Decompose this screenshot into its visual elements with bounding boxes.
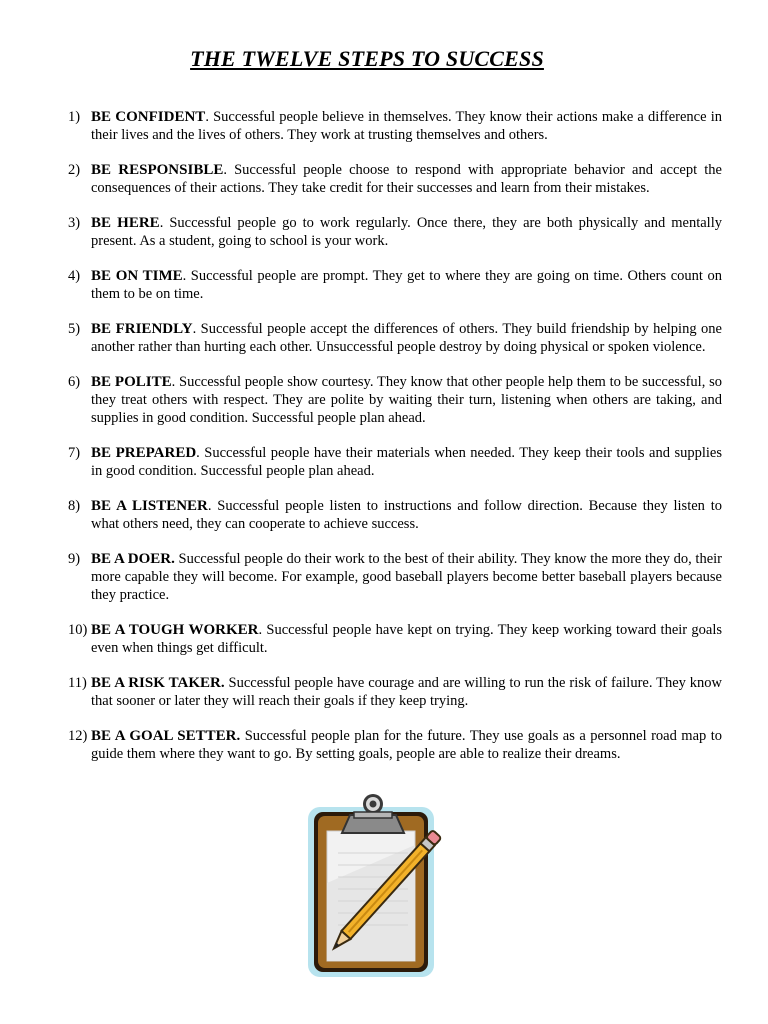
clipboard-pencil-icon [300, 785, 460, 980]
step-number: 1) [68, 109, 81, 125]
step-text: . Successful people listen to instructions and follow direction. Because they listen to what others need, they can cooperate to achieve success. [91, 498, 722, 532]
step-heading: BE HERE [91, 215, 160, 231]
list-item [68, 444, 722, 480]
step-text: . Successful people go to work regularly. Once there, they are both physically and mentally present. As a student, going to school is your work. [91, 215, 722, 249]
step-text: . Successful people accept the differences of others. They build friendship by helping one another rather than hurting each other. Unsuccessful people destroy by doing physical or spoken violence. [91, 321, 722, 355]
step-heading: BE FRIENDLY [91, 321, 193, 337]
step-number: 12) [68, 728, 88, 744]
step-number: 10) [68, 622, 88, 638]
list-item [68, 108, 722, 144]
list-item [68, 727, 722, 763]
list-item [68, 320, 722, 356]
step-heading: BE A DOER. [91, 551, 175, 567]
step-heading: BE CONFIDENT [91, 109, 206, 125]
list-item [68, 161, 722, 197]
step-text: . Successful people are prompt. They get to where they are going on time. Others count on them to be on time. [91, 268, 722, 302]
list-item [68, 373, 722, 427]
step-number: 11) [68, 675, 87, 691]
step-number: 5) [68, 321, 81, 337]
step-heading: BE POLITE [91, 374, 172, 390]
steps-list [68, 108, 722, 780]
step-text: . Successful people have their materials when needed. They keep their tools and supplies in good condition. Successful people plan ahead. [91, 445, 722, 479]
step-number: 4) [68, 268, 81, 284]
step-heading: BE ON TIME [91, 268, 183, 284]
step-number: 7) [68, 445, 81, 461]
step-number: 2) [68, 162, 81, 178]
list-item [68, 497, 722, 533]
step-text: Successful people plan for the future. They use goals as a personnel road map to guide them where they want to go. By setting goals, people are able to realize their dreams. [91, 728, 722, 762]
step-heading: BE A TOUGH WORKER [91, 622, 259, 638]
list-item [68, 674, 722, 710]
step-text: . Successful people believe in themselves. They know their actions make a difference in their lives and the lives of others. They work at trusting themselves and others. [91, 109, 722, 143]
step-text: . Successful people show courtesy. They know that other people help them to be successful, so they treat others with respect. They are polite by waiting their turn, listening when others are taking, and supplies in good condition. Successful people plan ahead. [91, 374, 722, 426]
list-item [68, 550, 722, 604]
step-heading: BE RESPONSIBLE [91, 162, 224, 178]
list-item [68, 621, 722, 657]
step-heading: BE A LISTENER [91, 498, 208, 514]
step-text: Successful people have courage and are willing to run the risk of failure. They know that sooner or later they will reach their goals if they keep trying. [91, 675, 722, 709]
step-heading: BE A RISK TAKER. [91, 675, 225, 691]
step-text: Successful people do their work to the best of their ability. They know the more they do, their more capable they will become. For example, good baseball players become better baseball players because they practice. [91, 551, 722, 603]
list-item [68, 267, 722, 303]
step-heading: BE A GOAL SETTER. [91, 728, 241, 744]
step-number: 6) [68, 374, 81, 390]
step-text: . Successful people choose to respond with appropriate behavior and accept the consequences of their actions. They take credit for their successes and learn from their mistakes. [91, 162, 722, 196]
step-heading: BE PREPARED [91, 445, 197, 461]
list-item [68, 214, 722, 250]
step-number: 8) [68, 498, 81, 514]
step-number: 9) [68, 551, 81, 567]
step-text: . Successful people have kept on trying. They keep working toward their goals even when things get difficult. [91, 622, 723, 656]
step-number: 3) [68, 215, 81, 231]
page-title: THE TWELVE STEPS TO SUCCESS [190, 46, 544, 71]
